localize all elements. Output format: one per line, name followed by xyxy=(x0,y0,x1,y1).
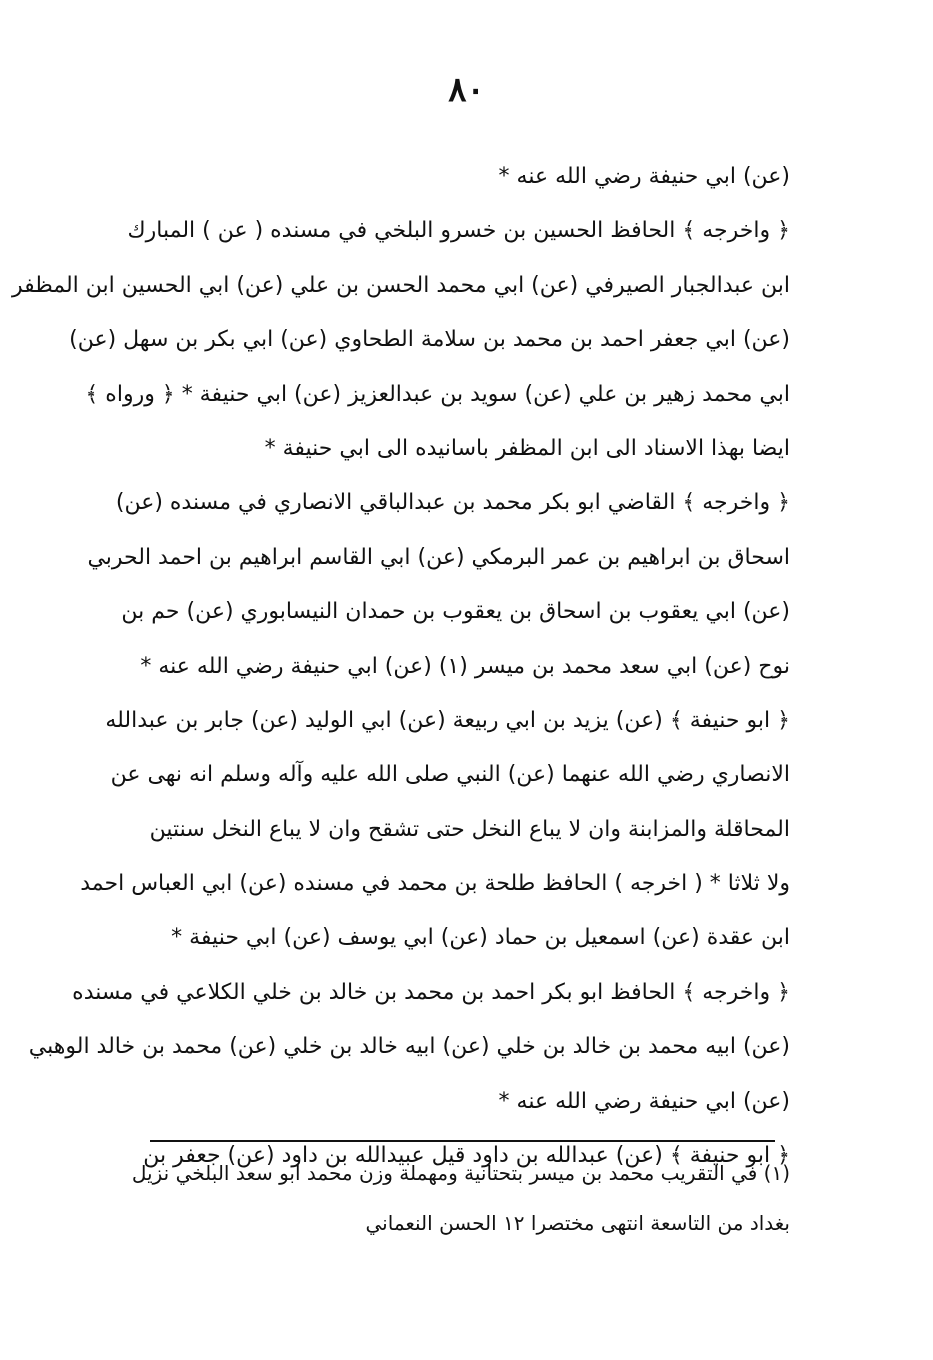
text-line: ﴿ واخرجه ﴾ القاضي ابو بكر محمد بن عبدالباقي الانصاري في مسنده (عن) xyxy=(115,490,790,516)
text-line: ﴿ ابو حنيفة ﴾ (عن) عبدالله بن داود قيل عبيدالله بن داود (عن) جعفر بن xyxy=(143,1143,790,1169)
text-line: ﴿ واخرجه ﴾ الحافظ ابو بكر احمد بن محمد بن خالد بن خلي الكلاعي في مسنده xyxy=(72,979,790,1005)
footnote-line: (١) في التقريب محمد بن ميسر بتحتانية ومهملة وزن محمد ابو سعد البلخي نزيل xyxy=(131,1161,790,1185)
text-line: ابن عبدالجبار الصيرفي (عن) ابي محمد الحسن بن علي (عن) ابي الحسين ابن المظفر xyxy=(11,272,790,298)
text-line: (عن) ابي يعقوب بن اسحاق بن يعقوب بن حمدان النيسابوري (عن) حم بن xyxy=(121,599,790,625)
footnote-line: بغداد من التاسعة انتهى مختصرا ١٢ الحسن النعماني xyxy=(365,1211,790,1235)
main-text xyxy=(11,150,790,1183)
text-line: (عن) ابيه محمد بن خالد بن خلي (عن) ابيه خالد بن خلي (عن) محمد بن خالد الوهبي xyxy=(28,1034,790,1060)
text-line: اسحاق بن ابراهيم بن عمر البرمكي (عن) ابي القاسم ابراهيم بن احمد الحربي xyxy=(87,544,790,570)
text-line: ابي محمد زهير بن علي (عن) سويد بن عبدالعزيز (عن) ابي حنيفة * ﴿ ورواه ﴾ xyxy=(85,381,790,407)
page-number: ٨٠ xyxy=(448,70,485,110)
text-line: (عن) ابي حنيفة رضي الله عنه * xyxy=(498,1088,790,1114)
text-line: (عن) ابي جعفر احمد بن محمد بن سلامة الطحاوي (عن) ابي بكر بن سهل (عن) xyxy=(69,327,790,353)
text-line: ابن عقدة (عن) اسمعيل بن حماد (عن) ابي يوسف (عن) ابي حنيفة * xyxy=(171,925,790,951)
footnotes xyxy=(131,1148,790,1248)
text-line: ايضا بهذا الاسناد الى ابن المظفر باسانيده الى ابي حنيفة * xyxy=(264,435,790,461)
text-line: ﴿ ابو حنيفة ﴾ (عن) يزيد بن ابي ربيعة (عن) ابي الوليد (عن) جابر بن عبدالله xyxy=(105,707,790,733)
text-line: الانصاري رضي الله عنهما (عن) النبي صلى الله عليه وآله وسلم انه نهى عن xyxy=(110,762,790,788)
text-line: ولا ثلاثا * ( اخرجه ) الحافظ طلحة بن محمد في مسنده (عن) ابي العباس احمد xyxy=(80,871,790,897)
text-line: المحاقلة والمزابنة وان لا يباع النخل حتى تشقح وان لا يباع النخل سنتين xyxy=(149,816,790,842)
footnote-divider xyxy=(150,1140,775,1142)
text-line: (عن) ابي حنيفة رضي الله عنه * xyxy=(498,164,790,189)
text-line: نوح (عن) ابي سعد محمد بن ميسر (١) (عن) ابي حنيفة رضي الله عنه * xyxy=(140,653,790,679)
text-line: ﴿ واخرجه ﴾ الحافظ الحسين بن خسرو البلخي في مسنده ( عن ) المبارك xyxy=(127,218,790,244)
